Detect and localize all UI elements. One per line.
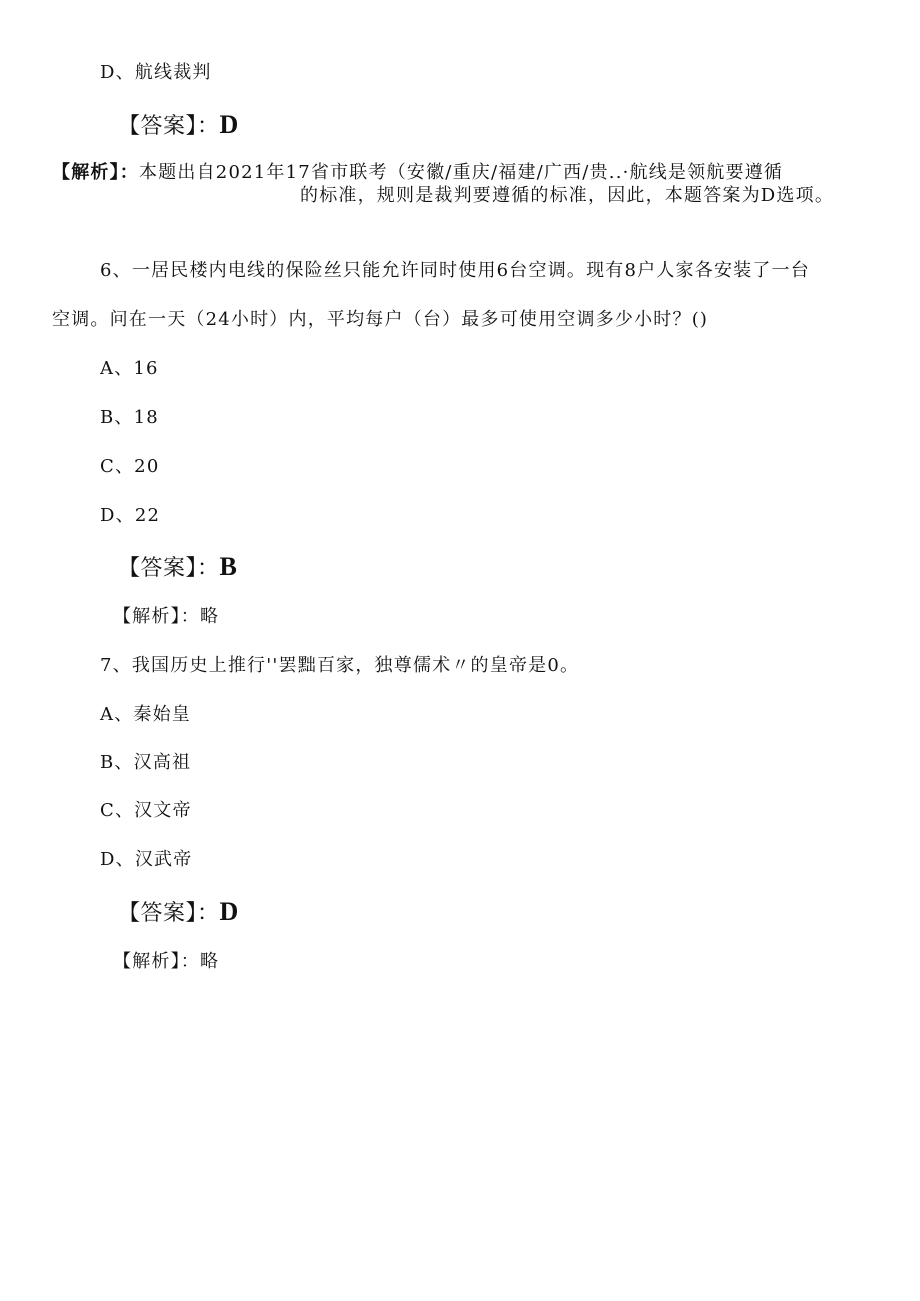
q5-option-d: D、航线裁判 xyxy=(100,62,212,83)
q6-answer xyxy=(118,553,237,583)
q6-option-b: B、18 xyxy=(100,407,159,428)
q6-option-c: C、20 xyxy=(100,456,160,477)
q7-answer xyxy=(118,898,239,928)
answer-label: 【答案】： xyxy=(118,114,220,139)
q6-analysis: 【解析】：略 xyxy=(113,606,220,627)
q6-option-a: A、16 xyxy=(100,358,159,379)
answer-value: B xyxy=(219,552,238,581)
q5-analysis-line2: 的标准，规则是裁判要遵循的标准，因此，本题答案为D选项。 xyxy=(300,185,835,206)
q5-analysis-line1 xyxy=(52,161,783,185)
answer-value: D xyxy=(219,110,239,139)
answer-label: 【答案】： xyxy=(118,901,220,926)
analysis-label: 【解析】： xyxy=(52,162,139,183)
q7-analysis: 【解析】：略 xyxy=(113,951,220,972)
q6-question-line1: 6、一居民楼内电线的保险丝只能允许同时使用6台空调。现有8户人家各安装了一台 xyxy=(100,260,810,281)
q7-question: 7、我国历史上推行''罢黜百家，独尊儒术〃的皇帝是0。 xyxy=(100,655,580,676)
q7-option-a: A、秦始皇 xyxy=(100,704,191,725)
q7-option-c: C、汉文帝 xyxy=(100,800,192,821)
answer-value: D xyxy=(219,897,239,926)
q5-answer xyxy=(118,111,239,141)
q6-question-line2: 空调。问在一天（24小时）内，平均每户（台）最多可使用空调多少小时？() xyxy=(52,309,709,330)
q7-option-b: B、汉高祖 xyxy=(100,752,192,773)
q7-option-d: D、汉武帝 xyxy=(100,849,193,870)
q6-option-d: D、22 xyxy=(100,505,161,526)
analysis-text: 本题出自2021年17省市联考（安徽/重庆/福建/广西/贵..·航线是领航要遵循 xyxy=(139,162,784,183)
answer-label: 【答案】： xyxy=(118,556,220,581)
